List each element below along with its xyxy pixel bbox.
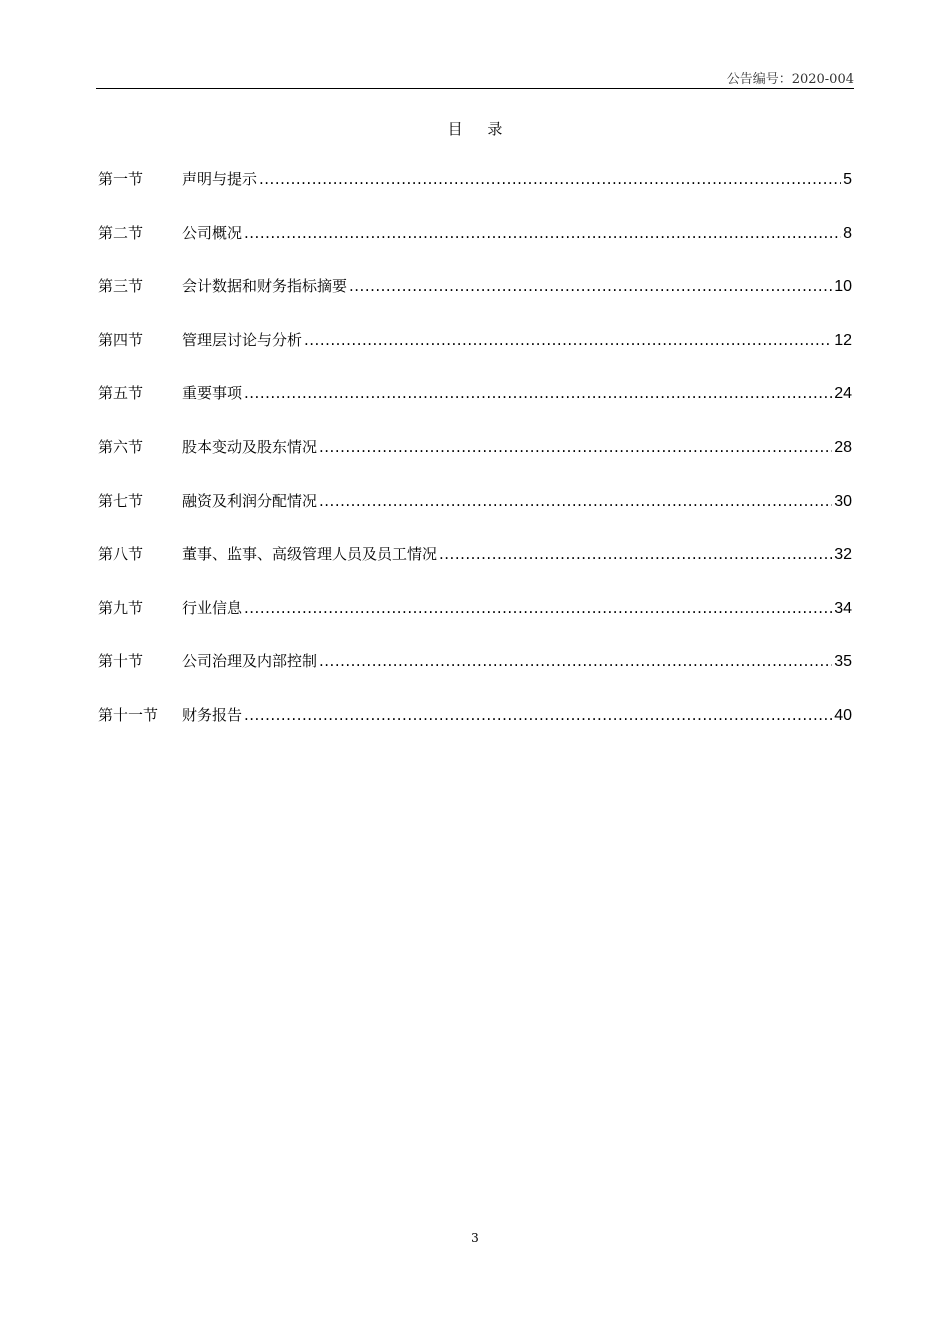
toc-entry-2[interactable] [98, 222, 852, 276]
toc-entry-4[interactable] [98, 329, 852, 383]
toc-page-number: 5 [843, 171, 852, 188]
toc-section-label: 第七节 [98, 491, 144, 510]
toc-entry-title: 管理层讨论与分析 [182, 330, 303, 349]
toc-entry-7[interactable] [98, 490, 852, 544]
toc-section-label: 第一节 [98, 170, 144, 188]
toc-entry-title: 重要事项 [182, 384, 243, 403]
toc-entry-1[interactable] [98, 168, 852, 222]
toc-page-number: 34 [834, 599, 852, 617]
toc-leader-dots [319, 438, 832, 456]
toc-section-label: 第四节 [98, 330, 144, 349]
toc-title: 目 录 [447, 120, 513, 138]
toc-leader-dots [319, 652, 832, 670]
toc-leader-dots [244, 384, 832, 402]
toc-section-label: 第八节 [98, 545, 144, 564]
toc-entry-title: 公司治理及内部控制 [182, 652, 318, 671]
toc-leader-dots [349, 277, 832, 295]
toc-page-number: 24 [834, 385, 852, 403]
toc-entry-title: 财务报告 [182, 705, 243, 724]
toc-entry-9[interactable] [98, 597, 852, 651]
toc-leader-dots [259, 170, 841, 188]
toc-entry-3[interactable] [98, 275, 852, 329]
header-divider [96, 88, 854, 89]
toc-entry-title: 董事、监事、高级管理人员及员工情况 [182, 545, 438, 564]
toc-leader-dots [244, 599, 832, 617]
toc-section-label: 第六节 [98, 437, 144, 456]
toc-page-number: 12 [834, 331, 852, 349]
toc-section-label: 第三节 [98, 277, 144, 296]
toc-entry-6[interactable] [98, 436, 852, 490]
toc-page-number: 40 [834, 706, 852, 724]
toc-leader-dots [304, 331, 832, 349]
toc-entry-11[interactable] [98, 704, 852, 758]
toc-entry-8[interactable] [98, 543, 852, 597]
toc-entry-title: 股本变动及股东情况 [182, 437, 318, 456]
toc-page-number: 8 [843, 224, 852, 242]
toc-leader-dots [319, 492, 832, 510]
toc-page-number: 10 [834, 278, 852, 296]
toc-leader-dots [244, 706, 832, 724]
toc-section-label: 第十一节 [98, 705, 159, 724]
toc-entry-title: 会计数据和财务指标摘要 [182, 277, 348, 296]
toc-page-number: 28 [834, 438, 852, 456]
announcement-number: 公告编号：2020-004 [726, 72, 854, 87]
toc-entry-5[interactable] [98, 382, 852, 436]
page-number: 3 [471, 1231, 479, 1245]
table-of-contents [98, 168, 852, 758]
toc-page-number: 35 [834, 653, 852, 671]
toc-entry-title: 行业信息 [182, 598, 243, 617]
toc-section-label: 第五节 [98, 384, 144, 403]
toc-section-label: 第九节 [98, 598, 144, 617]
toc-entry-title: 融资及利润分配情况 [182, 491, 318, 510]
toc-section-label: 第十节 [98, 652, 144, 671]
toc-section-label: 第二节 [98, 223, 144, 242]
toc-page-number: 32 [834, 546, 852, 564]
toc-entry-10[interactable] [98, 650, 852, 704]
toc-page-number: 30 [834, 492, 852, 510]
toc-entry-title: 公司概况 [182, 223, 243, 242]
toc-leader-dots [439, 545, 832, 563]
toc-entry-title: 声明与提示 [182, 170, 258, 188]
toc-leader-dots [244, 224, 841, 242]
